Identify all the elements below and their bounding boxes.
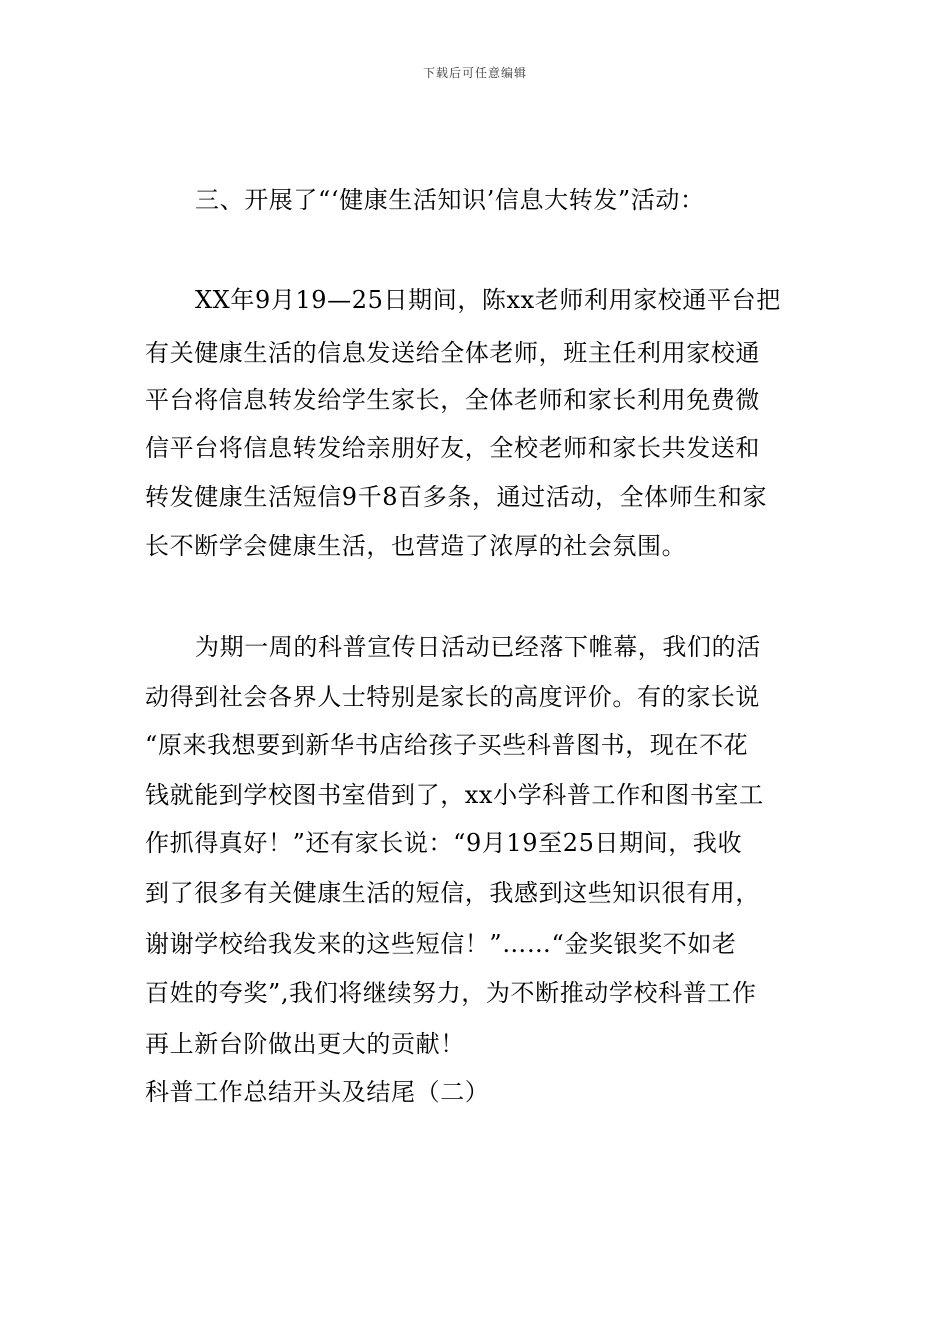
- paragraph-line: 信平台将信息转发给亲朋好友，全校老师和家长共发送和: [145, 434, 760, 462]
- paragraph-line: 有关健康生活的信息发送给全体老师，班主任利用家校通: [145, 339, 760, 367]
- paragraph-line: XX年9月19—25日期间，陈xx老师利用家校通平台把: [195, 286, 781, 314]
- section-heading: 三、开展了“‘健康生活知识’信息大转发”活动：: [195, 186, 705, 214]
- paragraph-line: 再上新台阶做出更大的贡献！: [145, 1030, 465, 1058]
- paragraph-line: 百姓的夸奖”,我们将继续努力，为不断推动学校科普工作: [145, 979, 757, 1007]
- paragraph-line: 钱就能到学校图书室借到了，xx小学科普工作和图书室工: [145, 781, 764, 809]
- paragraph-line: 作抓得真好！”还有家长说：“9月19至25日期间，我收: [145, 829, 743, 857]
- paragraph-line: 平台将信息转发给学生家长，全体老师和家长利用免费微: [145, 386, 760, 414]
- paragraph-line: “原来我想要到新华书店给孩子买些科普图书，现在不花: [145, 731, 749, 759]
- paragraph-line: 为期一周的科普宣传日活动已经落下帷幕，我们的活: [195, 633, 761, 661]
- paragraph-line: 动得到社会各界人士特别是家长的高度评价。有的家长说: [145, 683, 760, 711]
- page-header-note: 下载后可任意编辑: [422, 66, 527, 80]
- paragraph-line: 长不断学会健康生活，也营造了浓厚的社会氛围。: [145, 532, 687, 560]
- paragraph-line: 谢谢学校给我发来的这些短信！”……“金奖银奖不如老: [145, 930, 737, 958]
- next-section-title: 科普工作总结开头及结尾（二）: [145, 1078, 490, 1106]
- paragraph-line: 转发健康生活短信9千8百多条，通过活动，全体师生和家: [145, 483, 768, 511]
- paragraph-line: 到了很多有关健康生活的短信，我感到这些知识很有用，: [145, 879, 760, 907]
